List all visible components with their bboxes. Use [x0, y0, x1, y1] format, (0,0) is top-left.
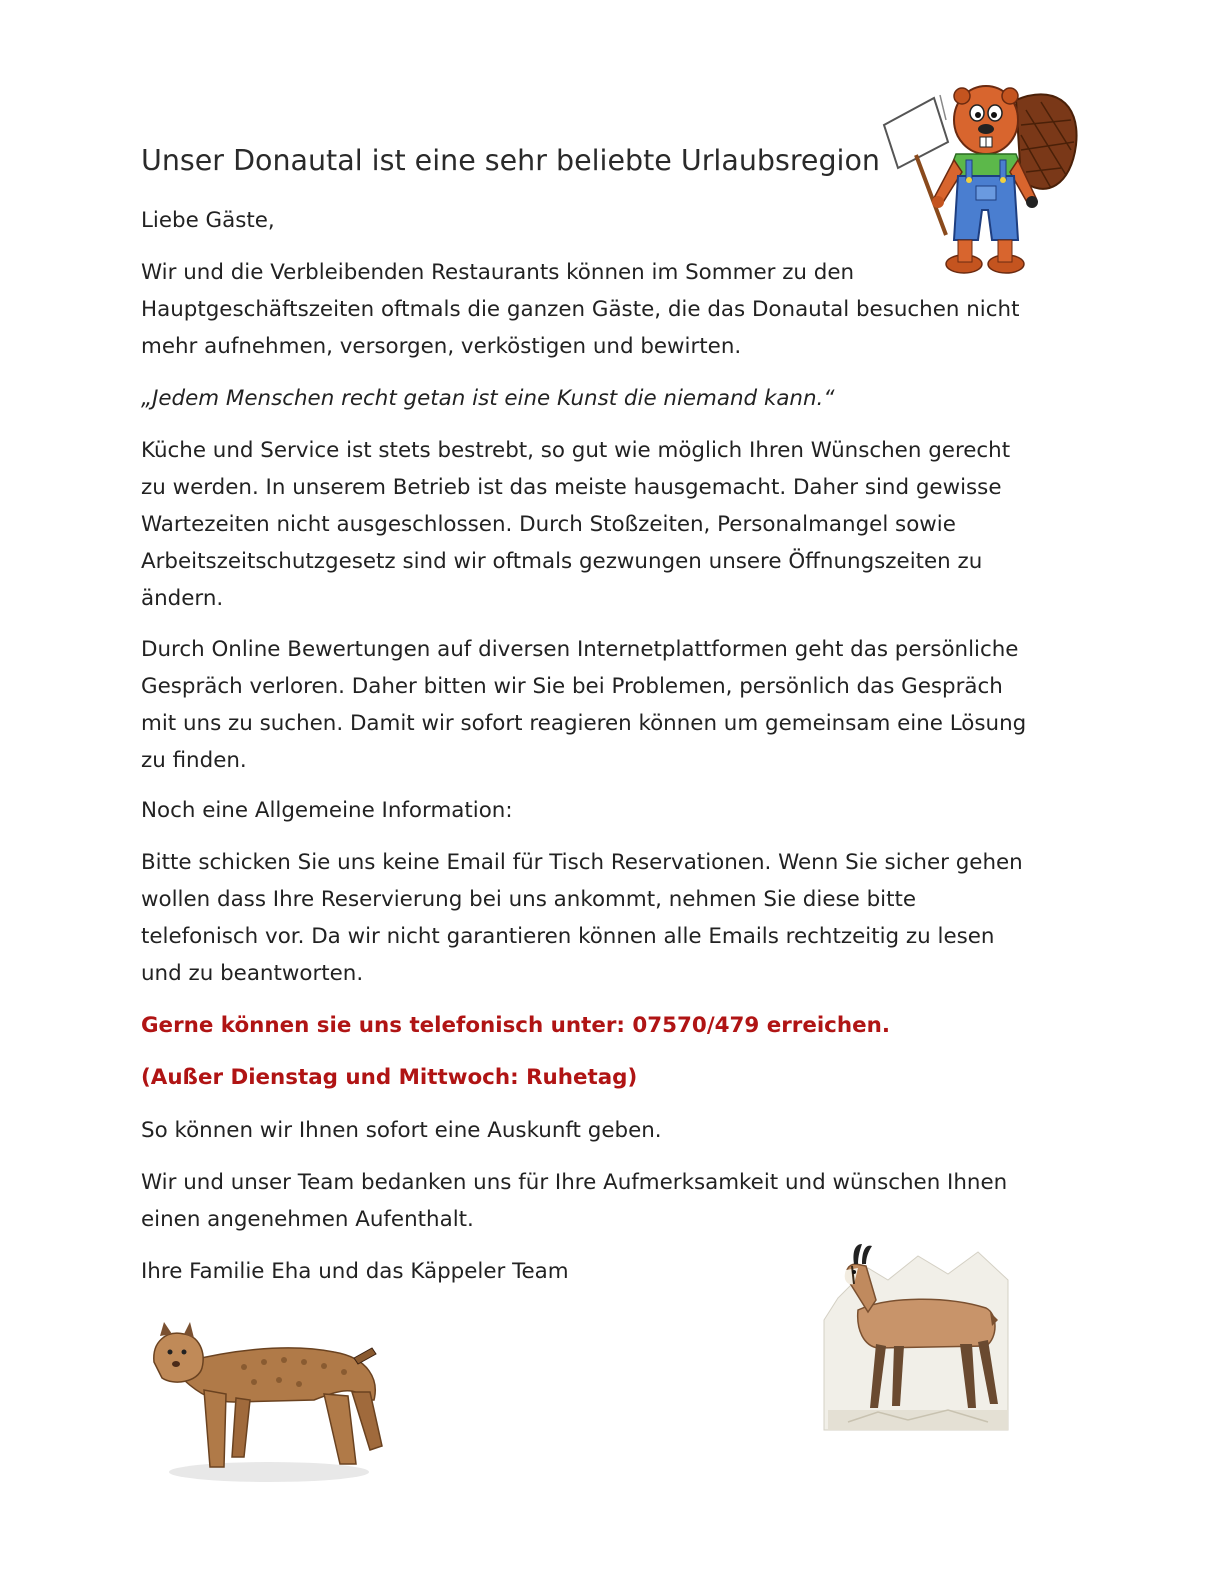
text-line: ändern. — [141, 586, 224, 611]
page-title: Unser Donautal ist eine sehr beliebte Urlaubsregion — [141, 144, 880, 177]
text-line: Küche und Service ist stets bestrebt, so gut wie möglich Ihren Wünschen gerecht — [141, 438, 1011, 463]
text-line: Gespräch verloren. Daher bitten wir Sie bei Problemen, persönlich das Gespräch — [141, 674, 1003, 699]
text-line: Wartezeiten nicht ausgeschlossen. Durch Stoßzeiten, Personalmangel sowie — [141, 512, 956, 537]
beaver-mascot-illustration — [876, 80, 1091, 290]
paragraph-reviews — [141, 631, 1026, 779]
lynx-illustration — [144, 1322, 394, 1490]
text-line: Arbeitszeitschutzgesetz sind wir oftmals gezwungen unsere Öffnungszeiten zu — [141, 549, 983, 574]
paragraph-thanks — [141, 1164, 1007, 1238]
text-line: einen angenehmen Aufenthalt. — [141, 1207, 474, 1232]
text-line: mit uns zu suchen. Damit wir sofort reagieren können um gemeinsam eine Lösung — [141, 711, 1027, 736]
closed-days-line: (Außer Dienstag und Mittwoch: Ruhetag) — [141, 1065, 638, 1090]
paragraph-reservation — [141, 844, 1023, 992]
text-line: Wir und die Verbleibenden Restaurants können im Sommer zu den — [141, 260, 855, 285]
info-line: So können wir Ihnen sofort eine Auskunft geben. — [141, 1118, 662, 1143]
text-line: Bitte schicken Sie uns keine Email für Tisch Reservationen. Wenn Sie sicher gehen — [141, 850, 1023, 875]
text-line: Wir und unser Team bedanken uns für Ihre Aufmerksamkeit und wünschen Ihnen — [141, 1170, 1008, 1195]
text-line: und zu beantworten. — [141, 961, 364, 986]
info-heading: Noch eine Allgemeine Information: — [141, 798, 513, 823]
text-line: telefonisch vor. Da wir nicht garantieren können alle Emails rechtzeitig zu lesen — [141, 924, 995, 949]
quote: „Jedem Menschen recht getan ist eine Kunst die niemand kann.“ — [141, 386, 835, 411]
text-line: Hauptgeschäftszeiten oftmals die ganzen Gäste, die das Donautal besuchen nicht — [141, 297, 1020, 322]
signature: Ihre Familie Eha und das Käppeler Team — [141, 1259, 569, 1284]
text-line: Durch Online Bewertungen auf diversen Internetplattformen geht das persönliche — [141, 637, 1019, 662]
greeting: Liebe Gäste, — [141, 208, 275, 233]
text-line: mehr aufnehmen, versorgen, verköstigen und bewirten. — [141, 334, 742, 359]
paragraph-kitchen — [141, 432, 1010, 617]
phone-line: Gerne können sie uns telefonisch unter: 07570/479 erreichen. — [141, 1013, 890, 1038]
chamois-illustration — [818, 1240, 1014, 1436]
text-line: zu finden. — [141, 748, 247, 773]
text-line: zu werden. In unserem Betrieb ist das meiste hausgemacht. Daher sind gewisse — [141, 475, 1002, 500]
text-line: wollen dass Ihre Reservierung bei uns ankommt, nehmen Sie diese bitte — [141, 887, 917, 912]
